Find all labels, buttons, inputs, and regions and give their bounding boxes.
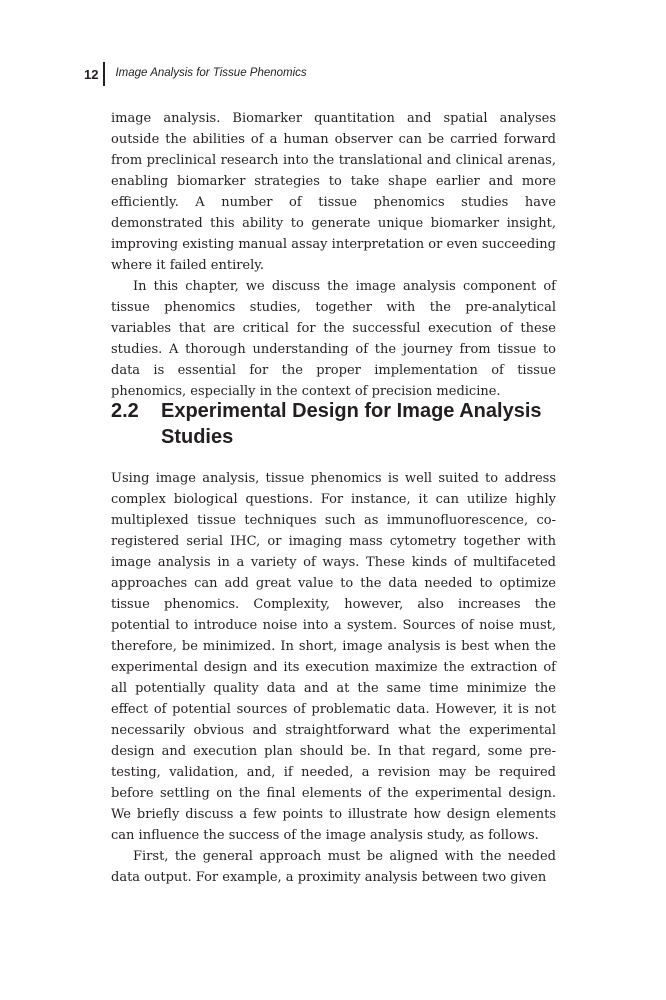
page-number: 12 — [84, 66, 99, 82]
section-title: Experimental Design for Image Analysis Studies — [161, 400, 542, 448]
header-divider — [103, 62, 105, 86]
section-number: 2.2 — [111, 400, 139, 422]
paragraph: Using image analysis, tissue phenomics is well suited to address complex biological questions. For instance, it can utilize highly multiplexed tissue techniques such as immunofluorescence, co-registered serial IHC, or imaging mass cytometry together with image analysis in a variety of ways. These kinds of multifaceted approaches can add great value to the data needed to optimize tissue phenomics. Complexity, however, also increases the potential to introduce noise into a system. Sources of noise must, therefore, be minimized. In short, image analysis is best when the experimental design and its execution maximize the extraction of all potentially quality data and at the same time minimize the effect of potential sources of problematic data. However, it is not necessarily obvious and straightforward what the experimental design and execution plan should be. In that regard, some pre-testing, validation, and, if needed, a revision may be required before settling on the final elements of the experimental design. We briefly discuss a few points to illustrate how design elements can influence the success of the image analysis study, as follows. — [111, 471, 556, 843]
running-title: Image Analysis for Tissue Phenomics — [115, 67, 307, 80]
body-text-before-section — [111, 108, 556, 402]
paragraph: In this chapter, we discuss the image analysis component of tissue phenomics studies, together with the pre-analytical variables that are critical for the successful execution of these studies. A thorough understanding of the journey from tissue to data is essential for the proper implementation of tissue phenomics, especially in the context of precision medicine. — [111, 279, 556, 399]
body-text-section — [111, 468, 556, 888]
section-heading — [111, 398, 556, 450]
paragraph: First, the general approach must be aligned with the needed data output. For example, a proximity analysis between two given — [111, 849, 556, 885]
running-head — [84, 62, 307, 86]
paragraph: image analysis. Biomarker quantitation and spatial analyses outside the abilities of a human observer can be carried forward from preclinical research into the translational and clinical arenas, enabling biomarker strategies to take shape earlier and more efficiently. A number of tissue phenomics studies have demonstrated this ability to generate unique biomarker insight, improving existing manual assay interpretation or even succeeding where it failed entirely. — [111, 111, 556, 273]
